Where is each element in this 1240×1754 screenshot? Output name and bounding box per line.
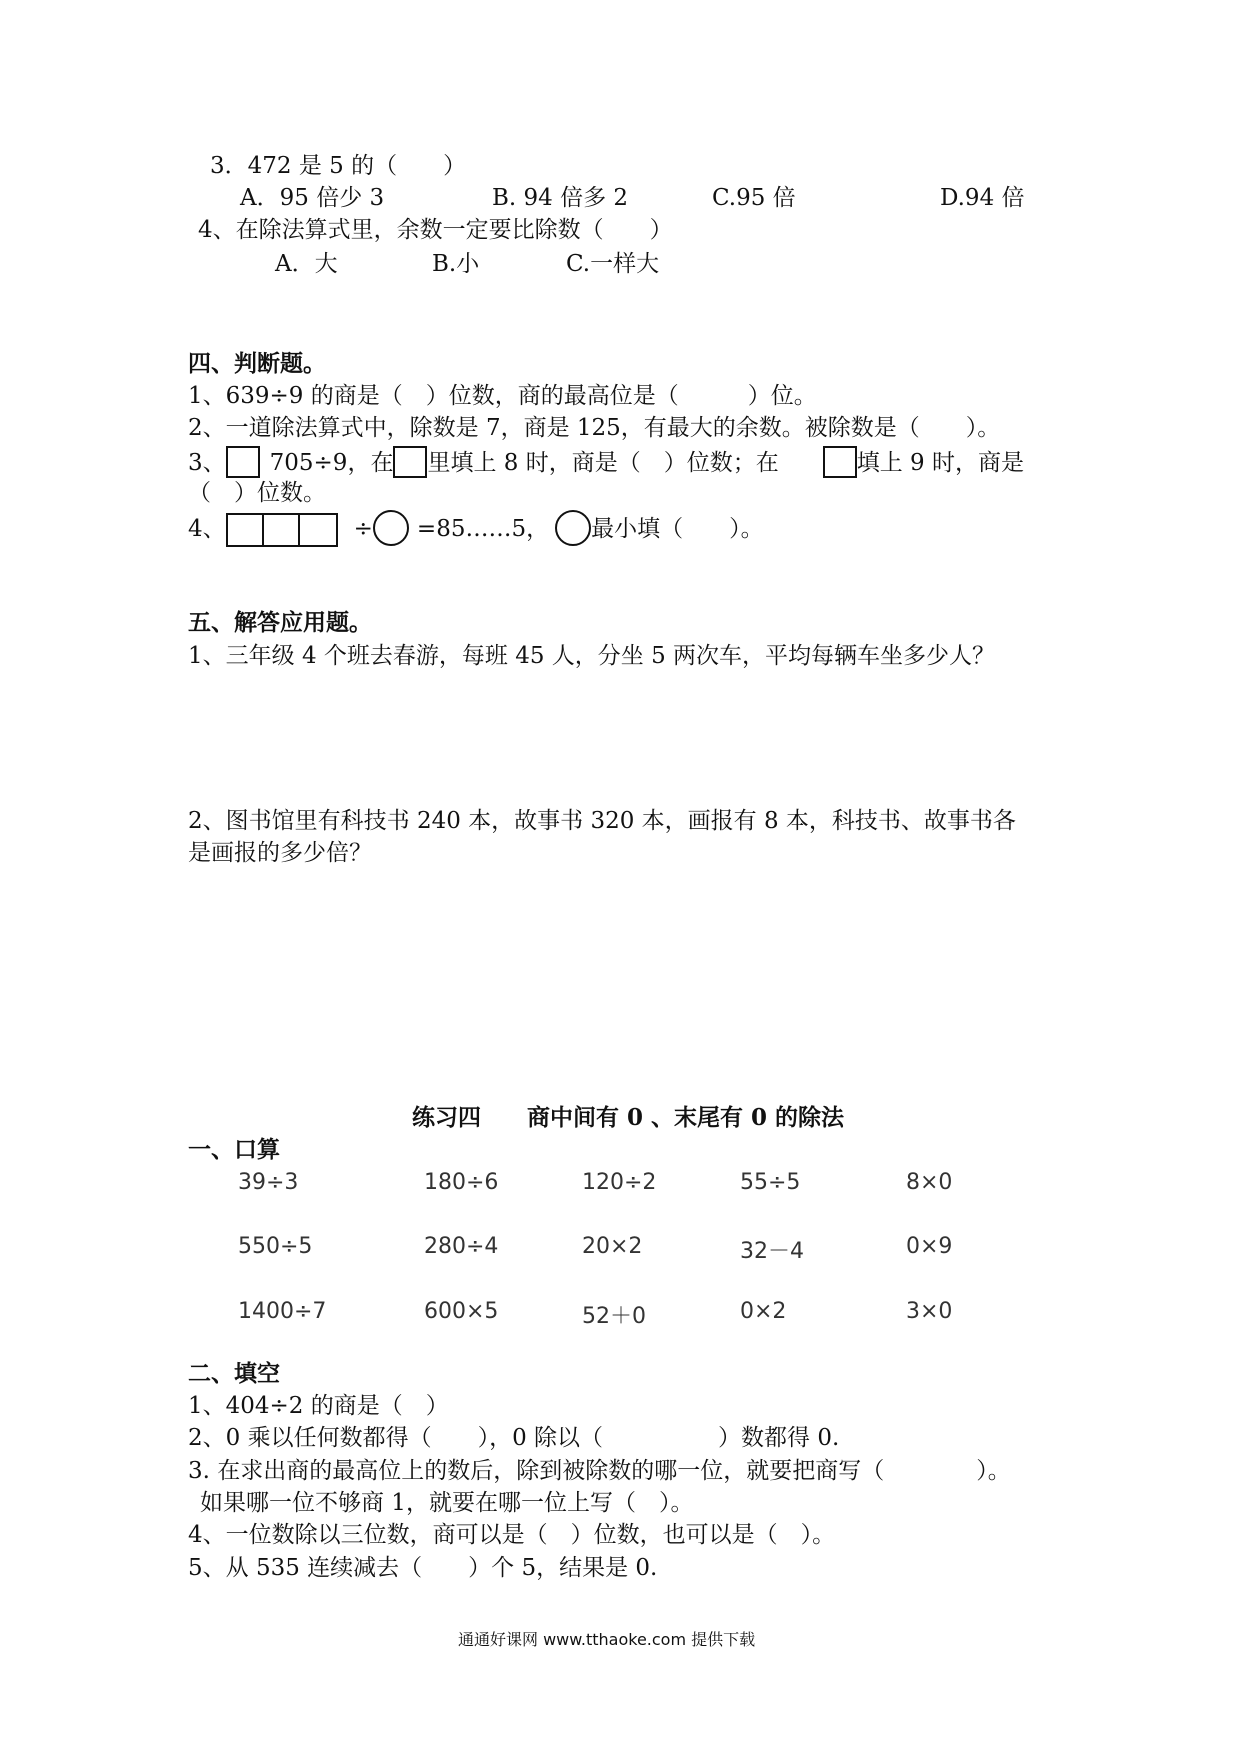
oral-heading: 一、口算 — [188, 1136, 280, 1163]
oral-item: 8×0 — [906, 1170, 953, 1195]
fill-heading: 二、填空 — [188, 1360, 280, 1387]
oral-item: 180÷6 — [424, 1170, 499, 1195]
section-4-heading: 四、判断题。 — [188, 350, 326, 377]
oral-item: 280÷4 — [424, 1234, 499, 1259]
blank-box — [393, 446, 427, 478]
section-5-heading: 五、解答应用题。 — [188, 609, 372, 636]
page-footer: 通通好课网 www.tthaoke.com 提供下载 — [458, 1630, 756, 1649]
exercise-4-title: 练习四 商中间有 0 、末尾有 0 的除法 — [412, 1104, 845, 1131]
oral-item: 3×0 — [906, 1299, 953, 1324]
q3-option-d: D.94 倍 — [940, 185, 1025, 211]
blank-box — [823, 446, 857, 478]
judge-item-4: 4、 ÷ =85……5， 最小填（ ）。 — [188, 510, 764, 547]
fill-item-1: 1、404÷2 的商是（ ） — [188, 1393, 449, 1419]
word-problem-2-continued: 是画报的多少倍？ — [188, 840, 372, 866]
judge-item-3: 3、 705÷9，在 里填上 8 时，商是（ ）位数；在 填上 9 时，商是 — [188, 446, 1024, 478]
oral-item: 0×2 — [740, 1299, 787, 1324]
oral-item: 32－4 — [740, 1239, 804, 1264]
q3-option-a: A．95 倍少 3 — [240, 185, 385, 211]
oral-item: 0×9 — [906, 1234, 953, 1259]
oral-item: 550÷5 — [238, 1234, 313, 1259]
q4-option-b: B.小 — [432, 251, 480, 277]
blank-circle — [373, 510, 409, 546]
blank-circle — [555, 510, 591, 546]
fill-item-4: 4、一位数除以三位数，商可以是（ ）位数，也可以是（ ）。 — [188, 1522, 836, 1548]
oral-item: 39÷3 — [238, 1170, 299, 1195]
judge-item-3-continued: （ ）位数。 — [188, 480, 326, 506]
oral-item: 55÷5 — [740, 1170, 801, 1195]
word-problem-2: 2、图书馆里有科技书 240 本，故事书 320 本，画报有 8 本，科技书、故事书各 — [188, 808, 1016, 834]
fill-item-5: 5、从 535 连续减去（ ）个 5，结果是 0. — [188, 1555, 658, 1581]
q4-option-a: A．大 — [275, 251, 338, 277]
question-4: 4、在除法算式里，余数一定要比除数（ ） — [198, 217, 673, 243]
fill-item-2: 2、0 乘以任何数都得（ ），0 除以（ ）数都得 0. — [188, 1425, 840, 1451]
q3-option-b: B. 94 倍多 2 — [492, 185, 629, 211]
oral-item: 600×5 — [424, 1299, 499, 1324]
oral-item: 120÷2 — [582, 1170, 657, 1195]
q4-option-c: C.一样大 — [566, 251, 660, 277]
judge-item-2: 2、一道除法算式中，除数是 7，商是 125，有最大的余数。被除数是（ ）。 — [188, 415, 1001, 441]
q3-option-c: C.95 倍 — [712, 185, 796, 211]
three-digit-boxes — [226, 513, 338, 547]
fill-item-3: 3. 在求出商的最高位上的数后，除到被除数的哪一位，就要把商写（ ）。 — [188, 1458, 1011, 1484]
oral-item: 52＋0 — [582, 1304, 646, 1329]
blank-box — [226, 446, 260, 478]
question-3: 3．472 是 5 的（ ） — [210, 153, 467, 179]
judge-item-1: 1、639÷9 的商是（ ）位数，商的最高位是（ ）位。 — [188, 383, 817, 409]
oral-item: 1400÷7 — [238, 1299, 327, 1324]
oral-item: 20×2 — [582, 1234, 643, 1259]
word-problem-1: 1、三年级 4 个班去春游，每班 45 人，分坐 5 两次车，平均每辆车坐多少人？ — [188, 643, 996, 669]
fill-item-3-continued: 如果哪一位不够商 1，就要在哪一位上写（ ）。 — [200, 1490, 694, 1516]
